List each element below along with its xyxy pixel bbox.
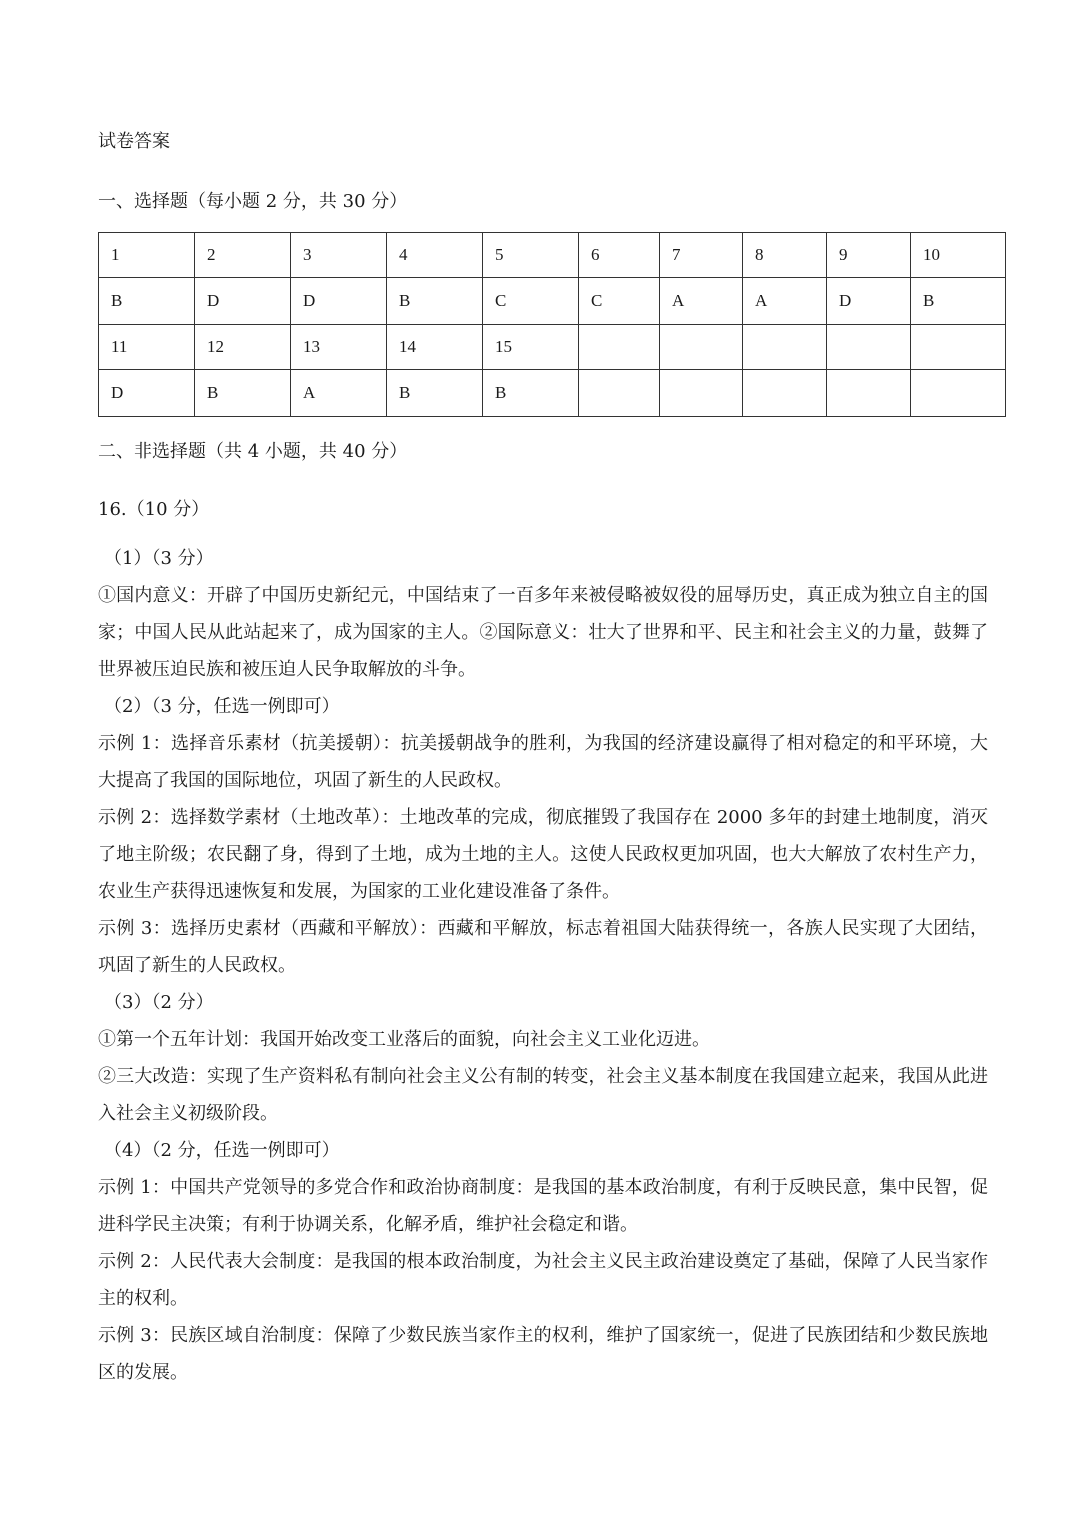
table-cell	[579, 370, 660, 417]
answer-paragraph: 示例 3：选择历史素材（西藏和平解放）：西藏和平解放，标志着祖国大陆获得统一，各族人民实现了大团结，巩固了新生的人民政权。	[98, 918, 988, 976]
table-cell: 4	[387, 233, 483, 278]
table-cell: B	[195, 370, 291, 417]
answer-paragraph: 示例 1：选择音乐素材（抗美援朝）：抗美援朝战争的胜利，为我国的经济建设赢得了相对稳定的和平环境，大大提高了我国的国际地位，巩固了新生的人民政权。	[98, 733, 988, 791]
section-heading-non-multiple-choice: 二、非选择题（共 4 小题，共 40 分）	[98, 441, 408, 462]
table-cell	[743, 325, 827, 370]
table-cell: 12	[195, 325, 291, 370]
table-cell: 1	[99, 233, 195, 278]
answer-paragraph: ①第一个五年计划：我国开始改变工业落后的面貌，向社会主义工业化迈进。	[98, 1029, 710, 1050]
table-cell: B	[387, 278, 483, 325]
table-cell	[660, 325, 743, 370]
question-16-heading: 16.（10 分）	[98, 499, 210, 520]
table-cell: B	[99, 278, 195, 325]
answer-paragraph: 示例 1：中国共产党领导的多党合作和政治协商制度：是我国的基本政治制度，有利于反映民意，集中民智，促进科学民主决策；有利于协调关系，化解矛盾，维护社会稳定和谐。	[98, 1177, 988, 1235]
table-cell	[743, 370, 827, 417]
table-cell	[827, 325, 911, 370]
table-cell: 2	[195, 233, 291, 278]
table-cell: 8	[743, 233, 827, 278]
sub-question-heading: （2）（3 分，任选一例即可）	[104, 696, 340, 717]
table-cell: 13	[291, 325, 387, 370]
table-cell: 15	[483, 325, 579, 370]
table-cell: 14	[387, 325, 483, 370]
table-cell: 7	[660, 233, 743, 278]
sub-question-heading: （3）（2 分）	[104, 992, 214, 1013]
table-row	[99, 278, 1006, 325]
answer-paragraph: ②三大改造：实现了生产资料私有制向社会主义公有制的转变，社会主义基本制度在我国建立起来，我国从此进入社会主义初级阶段。	[98, 1066, 988, 1124]
table-cell: 11	[99, 325, 195, 370]
table-cell: 5	[483, 233, 579, 278]
table-cell: D	[99, 370, 195, 417]
answer-paragraph: ①国内意义：开辟了中国历史新纪元，中国结束了一百多年来被侵略被奴役的屈辱历史，真正成为独立自主的国家；中国人民从此站起来了，成为国家的主人。②国际意义：壮大了世界和平、民主和社会主义的力量，鼓舞了世界被压迫民族和被压迫人民争取解放的斗争。	[98, 585, 988, 680]
question-16-answer-body	[98, 540, 988, 1391]
table-cell: A	[660, 278, 743, 325]
table-cell: C	[483, 278, 579, 325]
table-cell	[660, 370, 743, 417]
sub-question-heading: （4）（2 分，任选一例即可）	[104, 1140, 340, 1161]
answer-paragraph: 示例 2：选择数学素材（土地改革）：土地改革的完成，彻底摧毁了我国存在 2000 多年的封建土地制度，消灭了地主阶级；农民翻了身，得到了土地，成为土地的主人。这使人民政权更加巩固，也大大解放了农村生产力，农业生产获得迅速恢复和发展，为国家的工业化建设准备了条件。	[98, 807, 988, 902]
table-cell: 9	[827, 233, 911, 278]
table-cell: D	[291, 278, 387, 325]
table-row	[99, 233, 1006, 278]
table-row	[99, 325, 1006, 370]
table-cell: A	[743, 278, 827, 325]
table-cell: 10	[911, 233, 1006, 278]
section-heading-multiple-choice: 一、选择题（每小题 2 分，共 30 分）	[98, 191, 408, 212]
page-title: 试卷答案	[98, 131, 170, 152]
sub-question-heading: （1）（3 分）	[104, 548, 214, 569]
table-cell: D	[195, 278, 291, 325]
table-cell	[579, 325, 660, 370]
answer-paragraph: 示例 2：人民代表大会制度：是我国的根本政治制度，为社会主义民主政治建设奠定了基础，保障了人民当家作主的权利。	[98, 1251, 988, 1309]
table-cell	[911, 325, 1006, 370]
table-cell: 6	[579, 233, 660, 278]
table-cell	[911, 370, 1006, 417]
table-cell: C	[579, 278, 660, 325]
answer-paragraph: 示例 3：民族区域自治制度：保障了少数民族当家作主的权利，维护了国家统一，促进了民族团结和少数民族地区的发展。	[98, 1325, 988, 1383]
answer-table	[98, 232, 1006, 417]
table-row	[99, 370, 1006, 417]
table-cell: 3	[291, 233, 387, 278]
table-cell: B	[483, 370, 579, 417]
table-cell: A	[291, 370, 387, 417]
table-cell: B	[911, 278, 1006, 325]
table-cell	[827, 370, 911, 417]
table-cell: D	[827, 278, 911, 325]
table-cell: B	[387, 370, 483, 417]
